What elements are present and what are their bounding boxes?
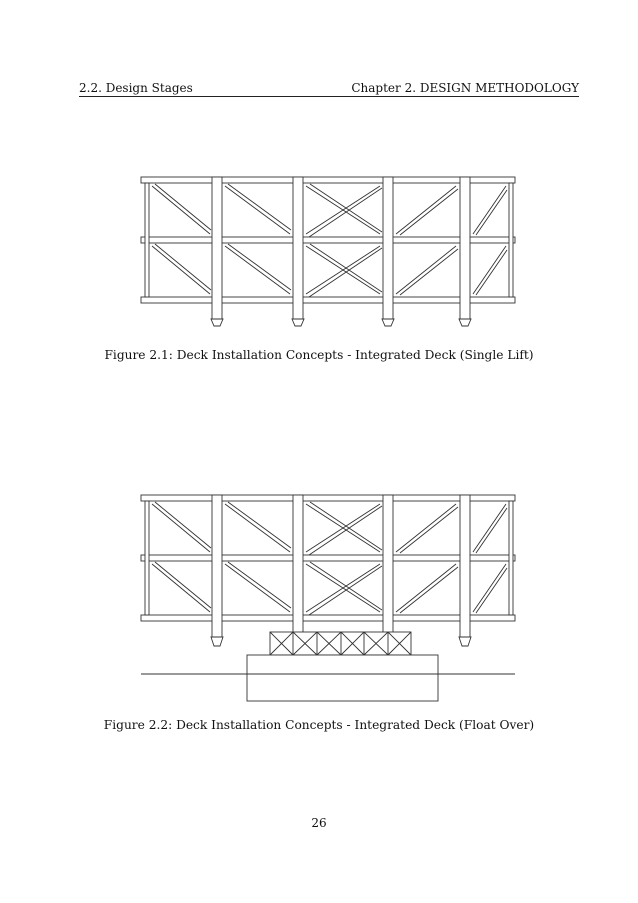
header-section: 2.2. Design Stages [79, 81, 193, 95]
page-number: 26 [311, 816, 327, 830]
figure-caption: Figure 2.2: Deck Installation Concepts - Integrated Deck (Float Over) [103, 718, 535, 732]
deck-frame [141, 495, 515, 646]
barge [247, 655, 438, 701]
header-chapter: Chapter 2. DESIGN METHODOLOGY [351, 81, 579, 95]
support-frame [270, 632, 411, 655]
figure-caption: Figure 2.1: Deck Installation Concepts - Integrated Deck (Single Lift) [104, 348, 534, 362]
